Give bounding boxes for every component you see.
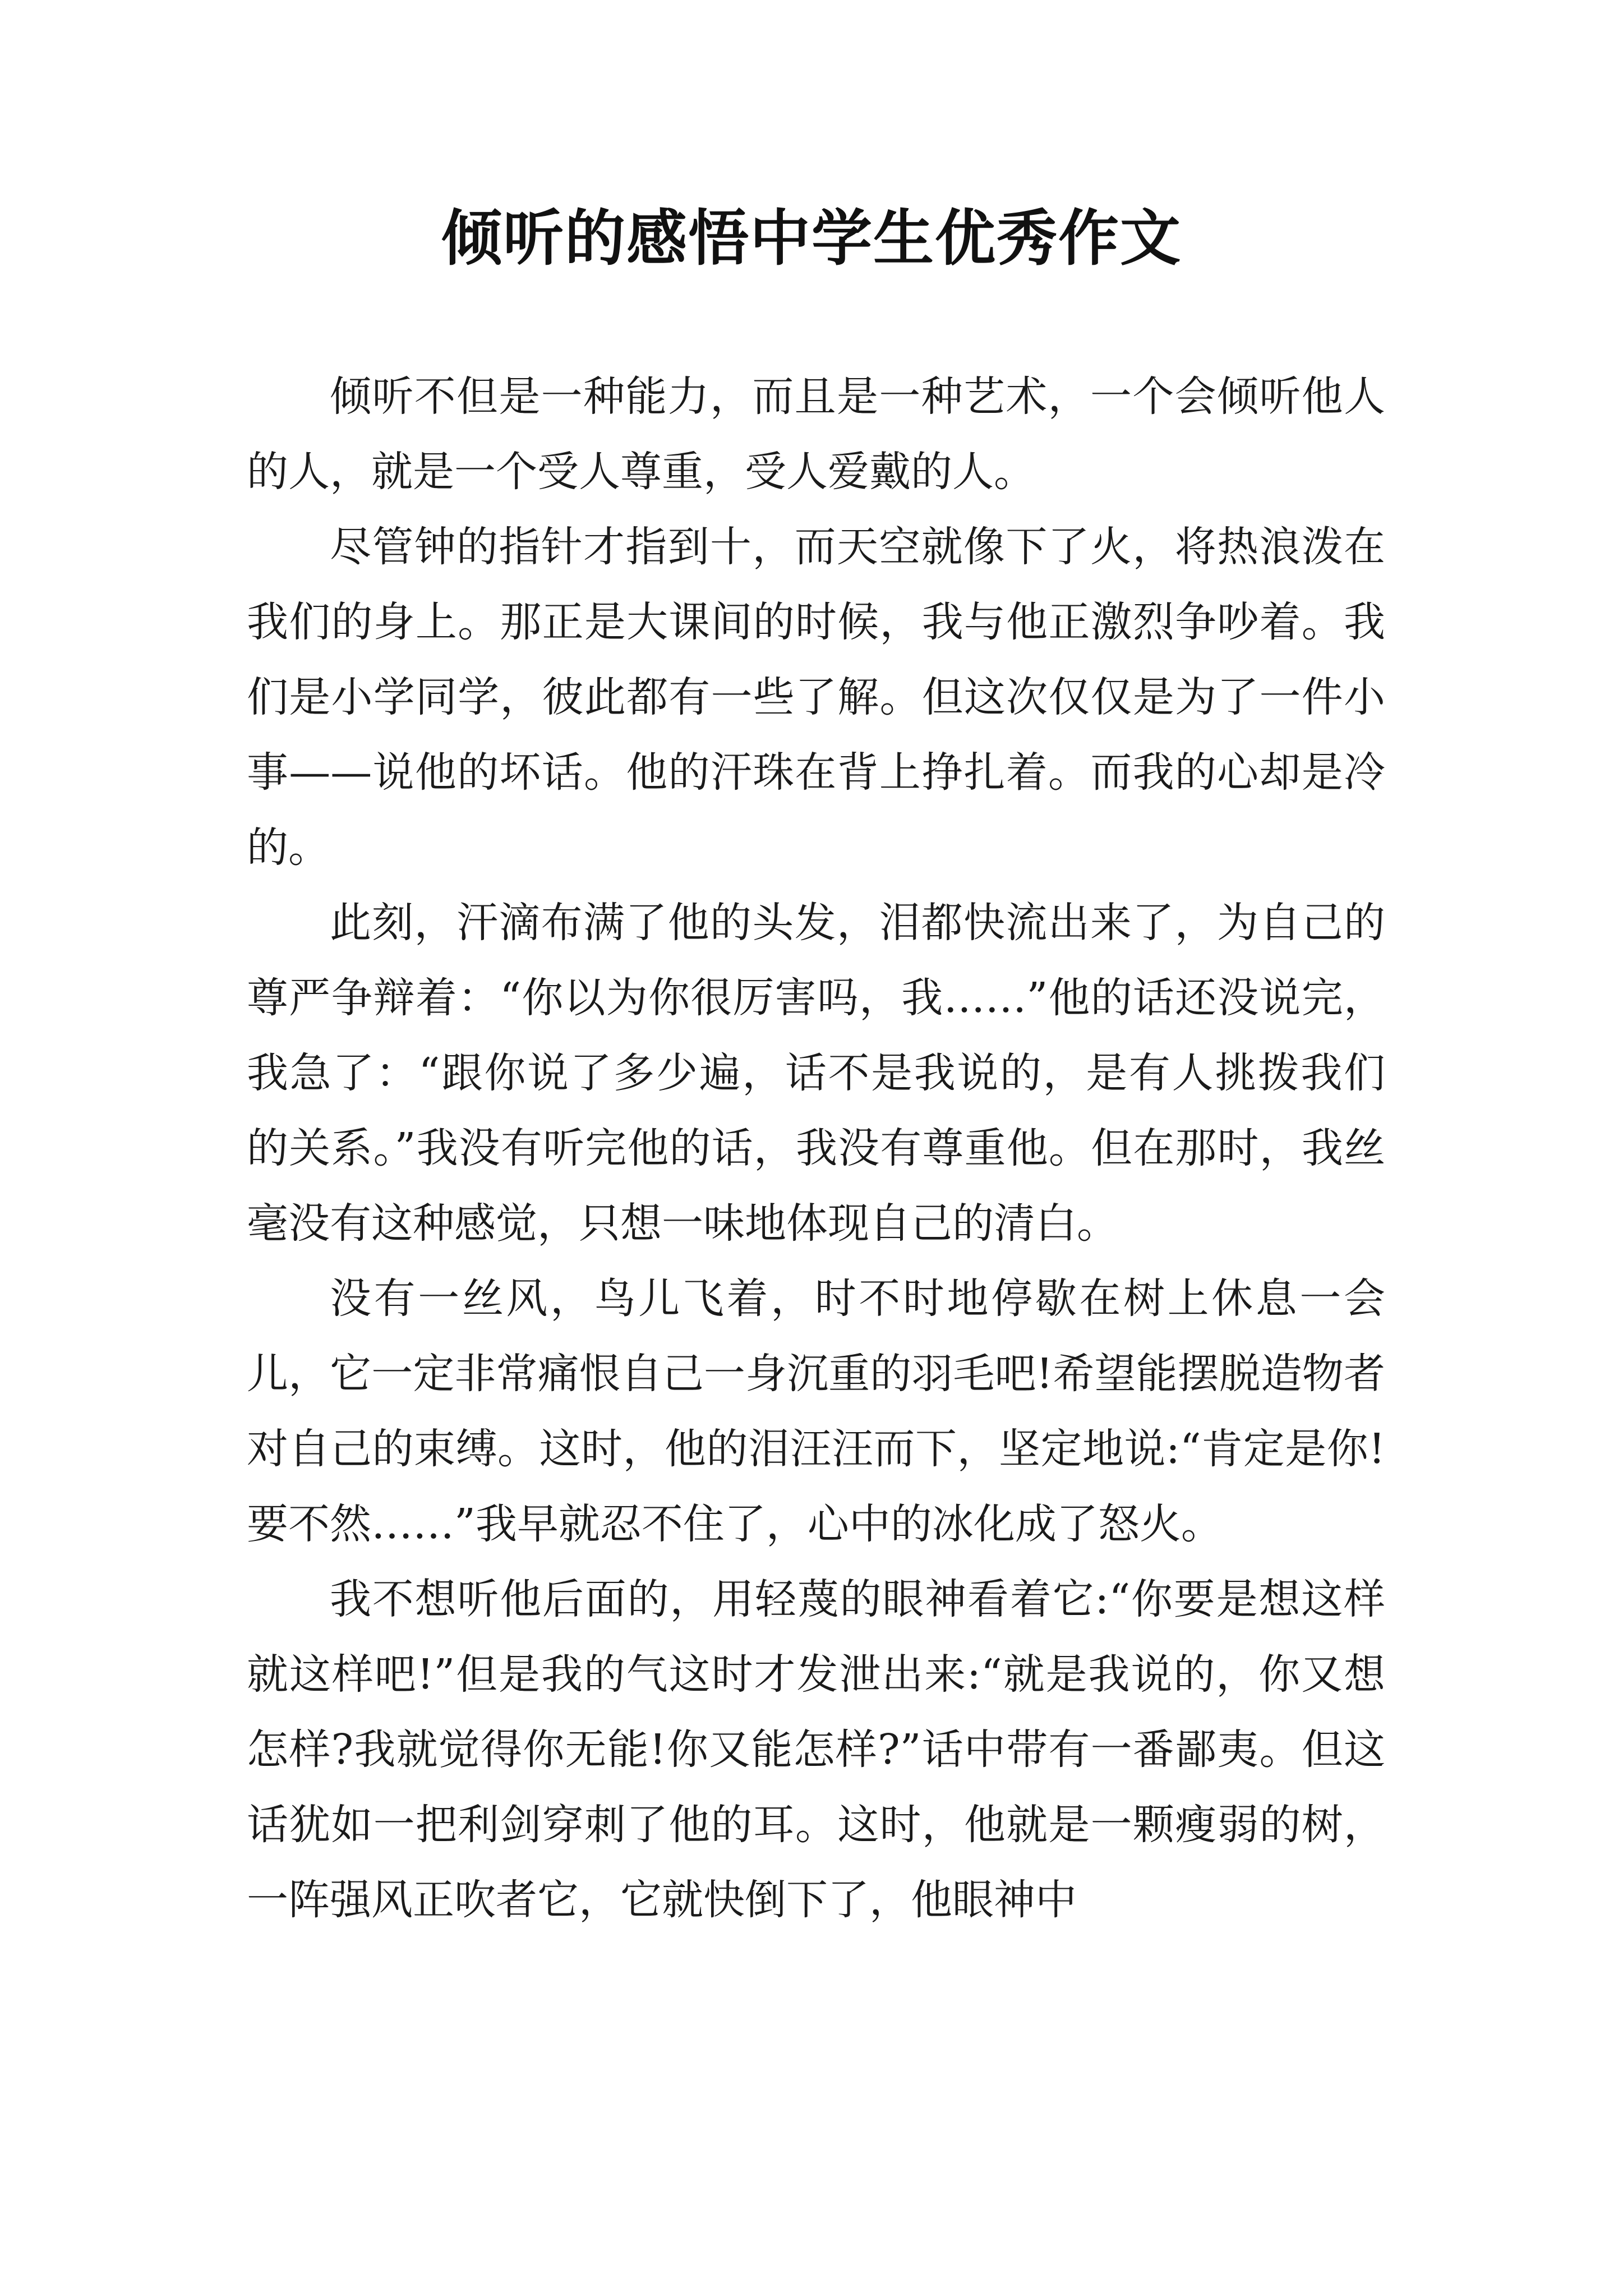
paragraph: 倾听不但是一种能力，而且是一种艺术，一个会倾听他人的人，就是一个受人尊重，受人爱戴的人。 (247, 372, 1385, 496)
paragraph: 我不想听他后面的，用轻蔑的眼神看着它:“你要是想这样就这样吧!”但是我的气这时才发泄出来:“就是我说的，你又想怎样?我就觉得你无能!你又能怎样?”话中带有一番鄙夷。但这话犹如一把利剑穿刺了他的耳。这时，他就是一颗瘦弱的树，一阵强风正吹者它，它就快倒下了，他眼神中 (247, 1575, 1385, 1924)
document-body (247, 359, 1385, 1938)
document-title: 倾听的感悟中学生优秀作文 (441, 203, 1182, 274)
paragraph: 没有一丝风，鸟儿飞着，时不时地停歇在树上休息一会儿，它一定非常痛恨自己一身沉重的羽毛吧!希望能摆脱造物者对自己的束缚。这时，他的泪汪汪而下，坚定地说:“肯定是你!要不然……”我早就忍不住了，心中的冰化成了怒火。 (247, 1274, 1385, 1548)
paragraph: 此刻，汗滴布满了他的头发，泪都快流出来了，为自己的尊严争辩着：“你以为你很厉害吗，我……”他的话还没说完，我急了：“跟你说了多少遍，话不是我说的，是有人挑拨我们的关系。”我没有听完他的话，我没有尊重他。但在那时，我丝毫没有这种感觉，只想一味地体现自己的清白。 (247, 899, 1385, 1248)
paragraph: 尽管钟的指针才指到十，而天空就像下了火，将热浪泼在我们的身上。那正是大课间的时候，我与他正激烈争吵着。我们是小学同学，彼此都有一些了解。但这次仅仅是为了一件小事——说他的坏话。他的汗珠在背上挣扎着。而我的心却是冷的。 (247, 523, 1385, 872)
